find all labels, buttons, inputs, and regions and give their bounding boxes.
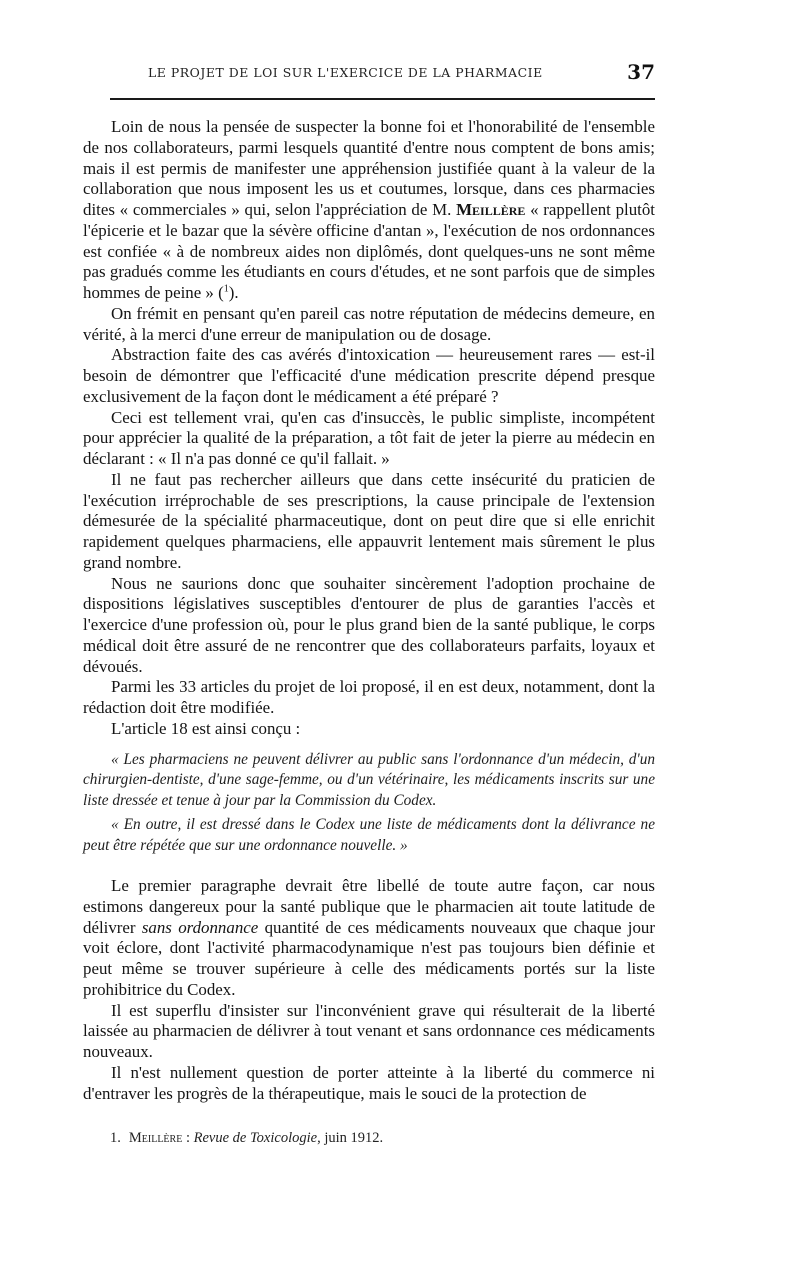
footnote-number: 1. bbox=[110, 1130, 121, 1146]
law-quote bbox=[83, 750, 655, 857]
paragraph: On frémit en pensant qu'en pareil cas notre réputation de médecins demeure, en vérité, à la merci d'une erreur de manipulation ou de dosage. bbox=[83, 303, 655, 344]
emphasis: sans ordonnance bbox=[141, 917, 259, 937]
footnote: 1. Meillère : Revue de Toxicologie, juin 1912. bbox=[110, 1130, 384, 1146]
footnote-author: Meillère bbox=[128, 1130, 183, 1146]
paragraph: Il est superflu d'insister sur l'inconvénient grave qui résulterait de la liberté laissée au pharmacien de délivrer à tout venant et sans ordonnance ces médicaments nouveaux. bbox=[83, 1000, 655, 1061]
running-title: LE PROJET DE LOI SUR L'EXERCICE DE LA PHARMACIE bbox=[148, 65, 543, 80]
body-text bbox=[83, 117, 655, 1104]
paragraph: L'article 18 est ainsi conçu : bbox=[111, 718, 301, 738]
paragraph: Il n'est nullement question de porter atteinte à la liberté du commerce ni d'entraver les progrès de la thérapeutique, mais le souci de la protection de bbox=[83, 1062, 655, 1103]
paragraph: Abstraction faite des cas avérés d'intoxication — heureusement rares — est-il besoin de démontrer que l'efficacité d'une médication prescrite dépend presque exclusivement de la façon dont le médicament a été préparé ? bbox=[83, 345, 655, 406]
quote-paragraph: « Les pharmaciens ne peuvent délivrer au public sans l'ordonnance d'un médecin, d'un chirurgien-dentiste, d'une sage-femme, ou d'un vétérinaire, les médicaments inscrits sur une liste dressée et tenue à jour par la Commission du Codex. bbox=[83, 750, 655, 809]
paragraph: Parmi les 33 articles du projet de loi proposé, il en est deux, notamment, dont la rédaction doit être modifiée. bbox=[83, 677, 655, 717]
quote-paragraph: « En outre, il est dressé dans le Codex une liste de médicaments dont la délivrance ne peut être répétée que sur une ordonnance nouvelle. » bbox=[83, 816, 655, 854]
page-number: 37 bbox=[627, 60, 655, 84]
paragraph: Ceci est tellement vrai, qu'en cas d'insuccès, le public simpliste, incompétent pour apprécier la qualité de la préparation, a tôt fait de jeter la pierre au médecin en déclarant : « Il n'a pas donné ce qu'il fallait. » bbox=[83, 407, 655, 468]
page-header bbox=[110, 58, 655, 100]
paragraph: Il ne faut pas rechercher ailleurs que dans cette insécurité du praticien de l'exécution irréprochable de ses prescriptions, la cause principale de l'extension démesurée de la spécialité pharmaceutique, dont on peut dire que si elle enrichit rapidement quelques pharmaciens, elle appauvrit lentement mais sûrement le plus grand nombre. bbox=[83, 469, 655, 572]
paragraph: Le premier paragraphe devrait être libellé de toute autre façon, car nous estimons dangereux pour la santé publique que le pharmacien ait toute latitude de délivrer sans ordonnance quantité de ces médicaments nouveaux que chaque jour voit éclore, dont l'activité pharmacodynamique n'est pas toujours bien définie et peut même se trouver supérieure à celle des médicaments portés sur la liste prohibitrice du Codex. bbox=[83, 876, 655, 999]
author-name: Meillère bbox=[456, 200, 526, 219]
footnote-source: Revue de Toxicologie bbox=[193, 1130, 318, 1146]
paragraph: Nous ne saurions donc que souhaiter sincèrement l'adoption prochaine de dispositions législatives susceptibles d'entourer de plus de garanties l'accès et l'exercice d'une profession où, pour le plus grand bien de la santé publique, le corps médical doit être assuré de ne rencontrer que des collaborateurs parfaits, loyaux et dévoués. bbox=[83, 573, 655, 676]
footnote-ref: 1 bbox=[223, 283, 229, 295]
paragraph: Loin de nous la pensée de suspecter la bonne foi et l'honorabilité de l'ensemble de nos collaborateurs, parmi lesquels quantité d'entre nous comptent de bons amis; mais il est permis de manifester une appréhension justifiée quant à la valeur de la collaboration que nous imposent les us et coutumes, lorsque, dans ces pharmacies dites « commerciales » qui, selon l'appréciation de M. Meillère « rappellent plutôt l'épicerie et le bazar que la sévère officine d'antan », l'exécution de nos ordonnances est confiée « à de nombreux aides non diplômés, dont quelques-uns ne sont même pas gradués comme les étudiants en cours d'études, et ne sont parfois que de simples hommes de peine » ($^1$). bbox=[83, 117, 655, 302]
